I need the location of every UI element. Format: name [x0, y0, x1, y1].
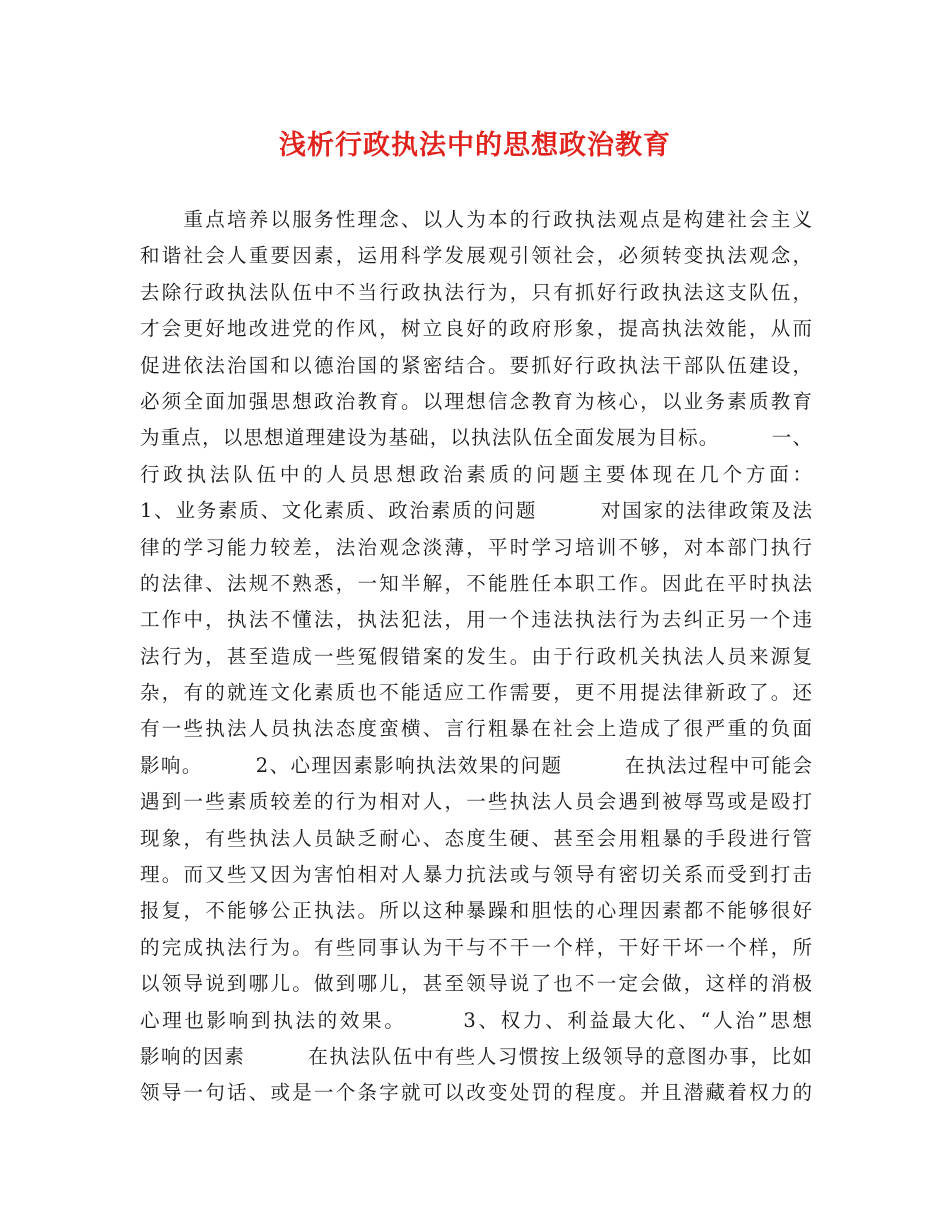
body-line: 影响的因素 在执法队伍中有些人习惯按上级领导的意图办事，比如 [140, 1044, 812, 1068]
body-line: 促进依法治国和以德治国的紧密结合。要抓好行政执法干部队伍建设， [140, 353, 812, 377]
body-line: 重点培养以服务性理念、以人为本的行政执法观点是构建社会主义 [140, 208, 812, 231]
body-line: 影响。 2、心理因素影响执法效果的问题 在执法过程中可能会 [140, 753, 812, 777]
body-line: 去除行政执法队伍中不当行政执法行为，只有抓好行政执法这支队伍， [140, 280, 812, 304]
body-line: 必须全面加强思想政治教育。以理想信念教育为核心，以业务素质教育 [140, 389, 812, 413]
body-line: 杂，有的就连文化素质也不能适应工作需要，更不用提法律新政了。还 [140, 681, 812, 705]
body-line: 为重点，以思想道理建设为基础，以执法队伍全面发展为目标。 一、 [140, 426, 812, 450]
body-line: 遇到一些素质较差的行为相对人，一些执法人员会遇到被辱骂或是殴打 [140, 790, 812, 814]
body-line: 的完成执法行为。有些同事认为干与不干一个样，干好干坏一个样，所 [140, 935, 812, 959]
body-line: 律的学习能力较差，法治观念淡薄，平时学习培训不够，对本部门执行 [140, 535, 812, 559]
body-line: 理。而又些又因为害怕相对人暴力抗法或与领导有密切关系而受到打击 [140, 863, 812, 887]
body-line: 的法律、法规不熟悉，一知半解，不能胜任本职工作。因此在平时执法 [140, 571, 812, 595]
body-line: 1、业务素质、文化素质、政治素质的问题 对国家的法律政策及法 [140, 499, 812, 523]
document-title: 浅析行政执法中的思想政治教育 [279, 130, 671, 161]
body-line: 有一些执法人员执法态度蛮横、言行粗暴在社会上造成了很严重的负面 [140, 717, 812, 741]
body-line: 以领导说到哪儿。做到哪儿，甚至领导说了也不一定会做，这样的消极 [140, 972, 812, 996]
body-line: 报复，不能够公正执法。所以这种暴躁和胆怯的心理因素都不能够很好 [140, 899, 812, 923]
document-body [140, 202, 812, 1112]
body-line: 才会更好地改进党的作风，树立良好的政府形象，提高执法效能，从而 [140, 317, 812, 341]
body-line: 现象，有些执法人员缺乏耐心、态度生硬、甚至会用粗暴的手段进行管 [140, 826, 812, 850]
body-line: 行政执法队伍中的人员思想政治素质的问题主要体现在几个方面： [140, 462, 812, 486]
body-line: 领导一句话、或是一个条字就可以改变处罚的程度。并且潜藏着权力的 [140, 1081, 812, 1105]
body-line: 心理也影响到执法的效果。 3、权力、利益最大化、“人治”思想 [140, 1008, 812, 1032]
body-line: 和谐社会人重要因素，运用科学发展观引领社会，必须转变执法观念， [140, 244, 812, 268]
body-line: 法行为，甚至造成一些冤假错案的发生。由于行政机关执法人员来源复 [140, 644, 812, 668]
body-line: 工作中，执法不懂法，执法犯法，用一个违法执法行为去纠正另一个违 [140, 608, 812, 632]
